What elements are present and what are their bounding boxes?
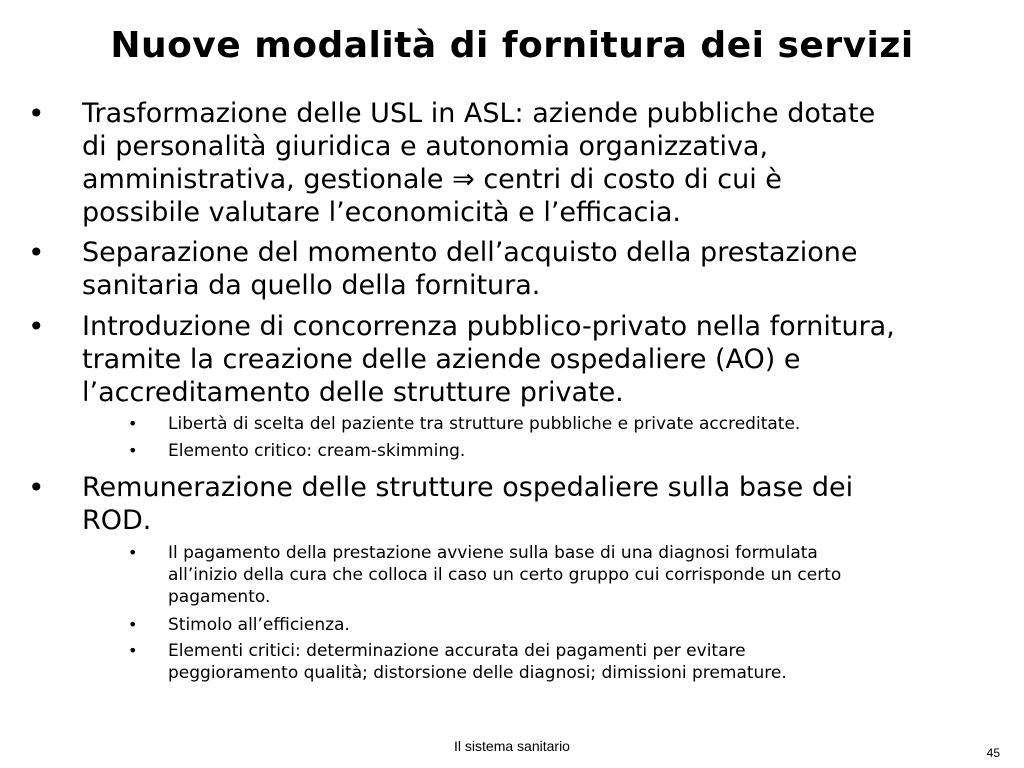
sub-bullet-marker: • (128, 441, 138, 460)
bullet-line: sanitaria da quello della fornitura. (82, 270, 541, 301)
sub-bullet-line: Stimolo all’efficienza. (168, 615, 350, 635)
sub-bullet-line: Elemento critico: cream-skimming. (168, 441, 466, 461)
bullet-line: Separazione del momento dell’acquisto della prestazione (82, 237, 858, 268)
bullet-line: Trasformazione delle USL in ASL: aziende pubbliche dotate (82, 98, 876, 129)
sub-bullet-marker: • (128, 615, 138, 634)
sub-bullet-line: Libertà di scelta del paziente tra strutture pubbliche e private accreditate. (168, 414, 801, 434)
sub-bullet-marker: • (128, 543, 138, 562)
bullet-line (82, 163, 992, 196)
bullet-marker: • (28, 471, 45, 504)
bullet-text (82, 97, 992, 229)
text-segment: amministrativa, gestionale (82, 164, 453, 195)
sub-bullet-line: all’inizio della cura che colloca il caso un certo gruppo cui corrisponde un certo (168, 565, 842, 585)
sub-bullet-line: peggioramento qualità; distorsione delle diagnosi; dimissioni premature. (168, 663, 787, 683)
sub-bullet-text (168, 614, 998, 636)
bullet-marker: • (28, 310, 45, 343)
bullet-line: ROD. (82, 505, 152, 536)
sub-bullet-text (168, 413, 998, 435)
text-segment: centri di costo di cui è (474, 164, 782, 195)
bullet-marker: • (28, 236, 45, 269)
sub-bullet-line: pagamento. (168, 587, 271, 607)
sub-bullet-marker: • (128, 414, 138, 433)
bullet-marker: • (28, 97, 45, 130)
footer-text: Il sistema sanitario (454, 738, 570, 754)
sub-bullet-text (168, 640, 998, 684)
bullet-line: tramite la creazione delle aziende ospedaliere (AO) e (82, 344, 801, 375)
bullet-text (82, 471, 992, 537)
sub-bullet-marker: • (128, 641, 138, 660)
bullet-text (82, 236, 992, 302)
bullet-line: Introduzione di concorrenza pubblico-privato nella fornitura, (82, 311, 895, 342)
bullet-line: l’accreditamento delle strutture private. (82, 377, 624, 408)
sub-bullet-line: Elementi critici: determinazione accurata dei pagamenti per evitare (168, 641, 746, 661)
sub-bullet-text (168, 440, 998, 462)
slide-title: Nuove modalità di fornitura dei servizi (110, 25, 914, 66)
bullet-text (82, 310, 992, 409)
bullet-line: Remunerazione delle strutture ospedaliere sulla base dei (82, 472, 854, 503)
sub-bullet-text (168, 542, 998, 608)
bullet-line: di personalità giuridica e autonomia organizzativa, (82, 131, 769, 162)
implies-arrow-icon: ⇒ (452, 164, 475, 195)
page-number: 45 (986, 746, 1000, 760)
sub-bullet-line: Il pagamento della prestazione avviene sulla base di una diagnosi formulata (168, 543, 818, 563)
bullet-line: possibile valutare l’economicità e l’efficacia. (82, 197, 682, 228)
